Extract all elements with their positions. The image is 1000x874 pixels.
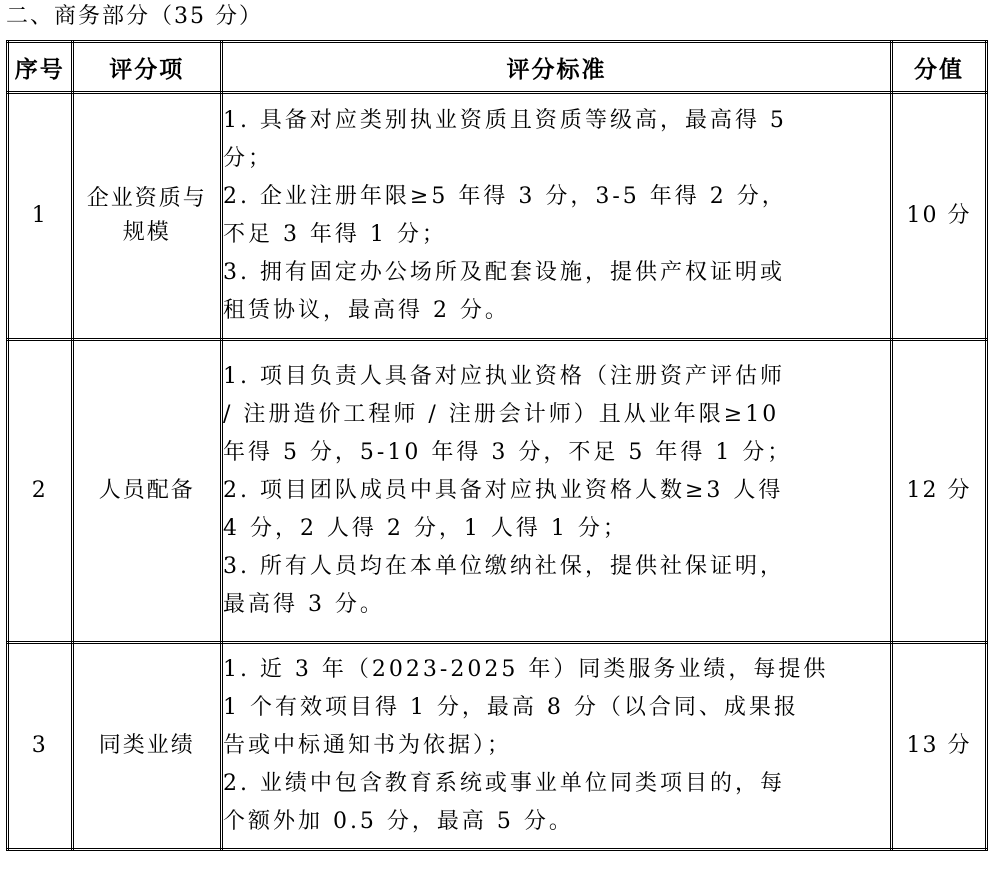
criteria-line: 2. 业绩中包含教育系统或事业单位同类项目的，每 (222, 771, 785, 796)
criteria-line: 租赁协议，最高得 2 分。 (222, 298, 510, 323)
item-line: 企业资质与 (86, 186, 207, 211)
criteria-line: 个额外加 0.5 分，最高 5 分。 (222, 809, 574, 834)
criteria-line: 1. 具备对应类别执业资质且资质等级高，最高得 5 (222, 108, 787, 133)
table-row (8, 643, 987, 850)
section-title: 二、商务部分（35 分） (6, 4, 263, 29)
row-score: 12 分 (892, 340, 987, 643)
row-criteria (221, 93, 891, 340)
criteria-line: / 注册造价工程师 / 注册会计师）且从业年限≥10 (222, 402, 780, 427)
row-criteria (221, 340, 891, 643)
criteria-line: 1. 近 3 年（2023-2025 年）同类服务业绩，每提供 (222, 657, 829, 682)
item-line: 规模 (122, 220, 171, 245)
table-row (8, 93, 987, 340)
criteria-line: 分； (222, 146, 273, 171)
criteria-line: 3. 拥有固定办公场所及配套设施，提供产权证明或 (222, 260, 785, 285)
criteria-line: 2. 企业注册年限≥5 年得 3 分，3-5 年得 2 分， (222, 184, 787, 209)
row-score: 13 分 (892, 643, 987, 850)
row-criteria (221, 643, 891, 850)
criteria-line: 告或中标通知书为依据）； (222, 733, 512, 758)
row-item (72, 643, 221, 850)
criteria-line: 最高得 3 分。 (222, 592, 385, 617)
item-line: 同类业绩 (98, 733, 195, 758)
criteria-line: 2. 项目团队成员中具备对应执业资格人数≥3 人得 (222, 478, 784, 503)
criteria-line: 4 分，2 人得 2 分，1 人得 1 分； (222, 516, 628, 541)
row-item (72, 93, 221, 340)
criteria-line: 1 个有效项目得 1 分，最高 8 分（以合同、成果报 (222, 695, 799, 720)
row-no: 3 (8, 643, 73, 850)
row-no: 1 (8, 93, 73, 340)
header-score: 分值 (892, 42, 987, 93)
item-line: 人员配备 (98, 478, 195, 503)
header-no: 序号 (8, 42, 73, 93)
criteria-line: 1. 项目负责人具备对应执业资格（注册资产评估师 (222, 364, 785, 389)
table-header-row (8, 42, 987, 93)
header-criteria: 评分标准 (221, 42, 891, 93)
table-row (8, 340, 987, 643)
criteria-line: 不足 3 年得 1 分； (222, 222, 447, 247)
header-item: 评分项 (72, 42, 221, 93)
row-item (72, 340, 221, 643)
row-score: 10 分 (892, 93, 987, 340)
criteria-line: 3. 所有人员均在本单位缴纳社保，提供社保证明， (222, 554, 785, 579)
scoring-table (6, 40, 988, 851)
criteria-line: 年得 5 分，5-10 年得 3 分，不足 5 年得 1 分； (222, 440, 793, 465)
row-no: 2 (8, 340, 73, 643)
